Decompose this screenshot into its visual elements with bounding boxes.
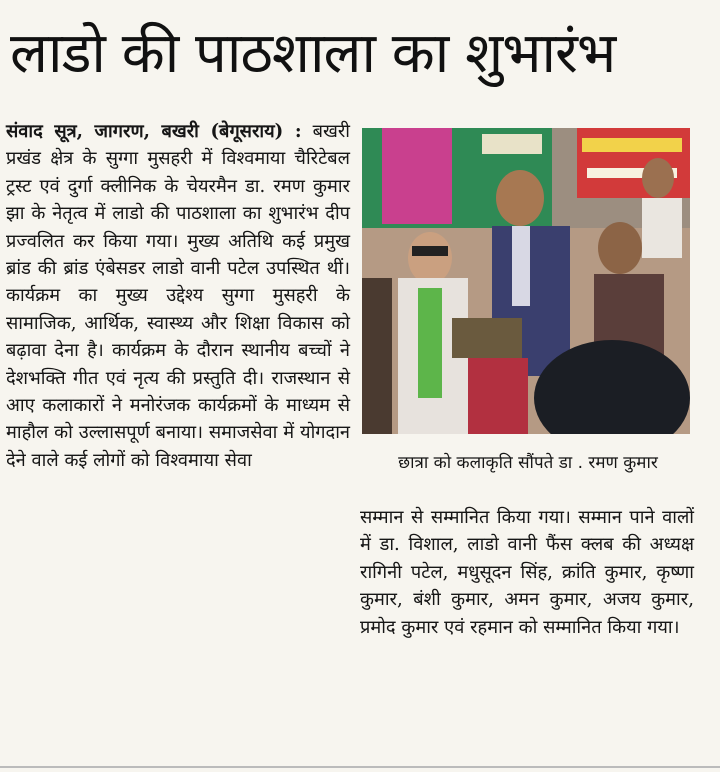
article-column-right — [360, 504, 694, 641]
news-photo — [362, 128, 690, 434]
photo-illustration — [362, 128, 690, 434]
article-body-left: बखरी प्रखंड क्षेत्र के सुग्गा मुसहरी में विश्वमाया चैरिटेबल ट्रस्ट एवं दुर्गा क्लीनिक के चेयरमैन डा. रमण कुमार झा के नेतृत्व में लाडो की पाठशाला का शुभारंभ दीप प्रज्वलित कर किया गया। मुख्य अतिथि कई प्रमुख ब्रांड की ब्रांड एंबेसडर लाडो वानी पटेल उपस्थित थीं। कार्यक्रम का मुख्य उद्देश्य सुग्गा मुसहरी के सामाजिक, आर्थिक, स्वास्थ्य और शिक्षा विकास को बढ़ावा देना है। कार्यक्रम के दौरान स्थानीय बच्चों ने देशभक्ति गीत एवं नृत्य की प्रस्तुति दी। राजस्थान से आए कलाकारों ने मनोरंजक कार्यक्रमों के माध्यम से माहौल को उल्लासपूर्ण बनाया। समाजसेवा में योगदान देने वाले कई लोगों को विश्वमाया सेवा — [6, 121, 350, 471]
photo-caption: छात्रा को कलाकृति सौंपते डा . रमण कुमार — [398, 453, 658, 473]
headline: लाडो की पाठशाला का शुभारंभ — [10, 21, 616, 86]
article-column-left — [6, 118, 350, 474]
article-body-right: सम्मान से सम्मानित किया गया। सम्मान पाने वालों में डा. विशाल, लाडो वानी फैंस क्लब की अध्यक्ष रागिनी पटेल, मधुसूदन सिंह, क्रांति कुमार, कृष्णा कुमार, बंशी कुमार, अमन कुमार, अजय कुमार, प्रमोद कुमार एवं रहमान को सम्मानित किया गया। — [360, 507, 694, 638]
dateline: संवाद सूत्र, जागरण, बखरी (बेगूसराय) : — [6, 121, 302, 142]
bottom-rule — [0, 766, 720, 768]
